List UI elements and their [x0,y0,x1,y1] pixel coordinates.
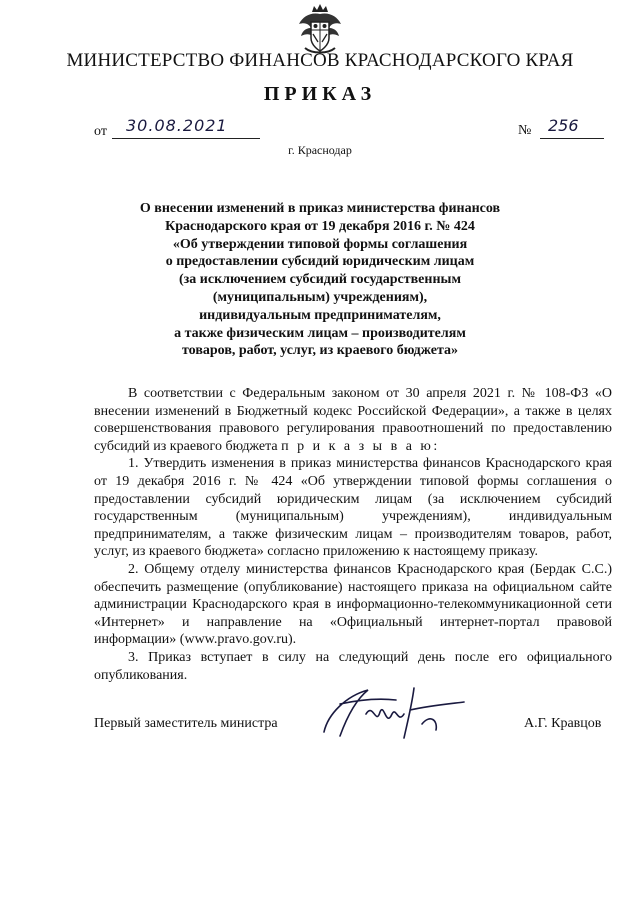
preamble-paragraph [94,385,612,455]
subject-line: индивидуальным предпринимателям, [199,307,441,323]
subject-line: (муниципальным) учреждениям), [212,289,428,305]
handwritten-date: 30.08.2021 [126,116,228,135]
subject-line: товаров, работ, услуг, из краевого бюджета» [181,343,458,359]
date-prefix: от [94,124,107,139]
date-field [112,116,260,139]
item-3-paragraph: 3. Приказ вступает в силу на следующий день после его официального опубликования. [94,649,612,683]
ministry-name: МИНИСТЕРСТВО ФИНАНСОВ КРАСНОДАРСКОГО КРАЯ [66,50,574,71]
order-subject [100,200,540,360]
subject-line: а также физическим лицам – производителям [174,325,466,341]
subject-line: «Об утверждении типовой формы соглашения [172,236,468,252]
coat-of-arms-emblem [297,4,343,56]
document-title: ПРИКАЗ [263,83,377,105]
number-prefix: № [518,123,532,138]
handwritten-signature [318,684,468,744]
subject-line: Краснодарского края от 19 декабря 2016 г. № 424 [165,218,475,234]
preamble-text: В соответствии с Федеральным законом от 30 апреля 2021 г. № 108-ФЗ «О внесении изменений в Бюджетный кодекс Российской Федерации», а также в целях совершенствования правового регулирования правоотношений по предоставлению субсидий из краевого бюджета [94,386,612,454]
handwritten-number: 256 [548,116,579,135]
subject-line: о предоставлении субсидий юридическим лицам [165,254,475,270]
item-1-paragraph: 1. Утвердить изменения в приказ министерства финансов Краснодарского края от 19 декабря 2016 г. № 424 «Об утверждении типовой формы соглашения о предоставлении субсидий юридическим лицам (за исключением субсидий государственным (муниципальным) учреждениям), индивидуальным предпринимателям, а также физическим лицам – производителям товаров, работ, услуг, из краевого бюджета» согласно приложению к настоящему приказу. [94,456,612,560]
signer-name: А.Г. Кравцов [524,716,602,731]
city: г. Краснодар [288,143,352,157]
order-body [94,385,612,684]
signer-position: Первый заместитель министра [94,716,278,731]
number-field [540,116,604,139]
prikazyvayu-word: п р и к а з ы в а ю: [281,438,440,454]
item-2-paragraph: 2. Общему отделу министерства финансов Краснодарского края (Бердак С.С.) обеспечить размещение (опубликование) настоящего приказа на официальном сайте администрации Краснодарского края в информационно-телекоммуникационной сети «Интернет» и направление на «Официальный интернет-портал правовой информации» (www.pravo.gov.ru). [94,561,612,648]
subject-line: О внесении изменений в приказ министерства финансов [139,201,501,216]
date-number-row [94,118,604,140]
subject-line: (за исключением субсидий государственным [179,272,461,288]
